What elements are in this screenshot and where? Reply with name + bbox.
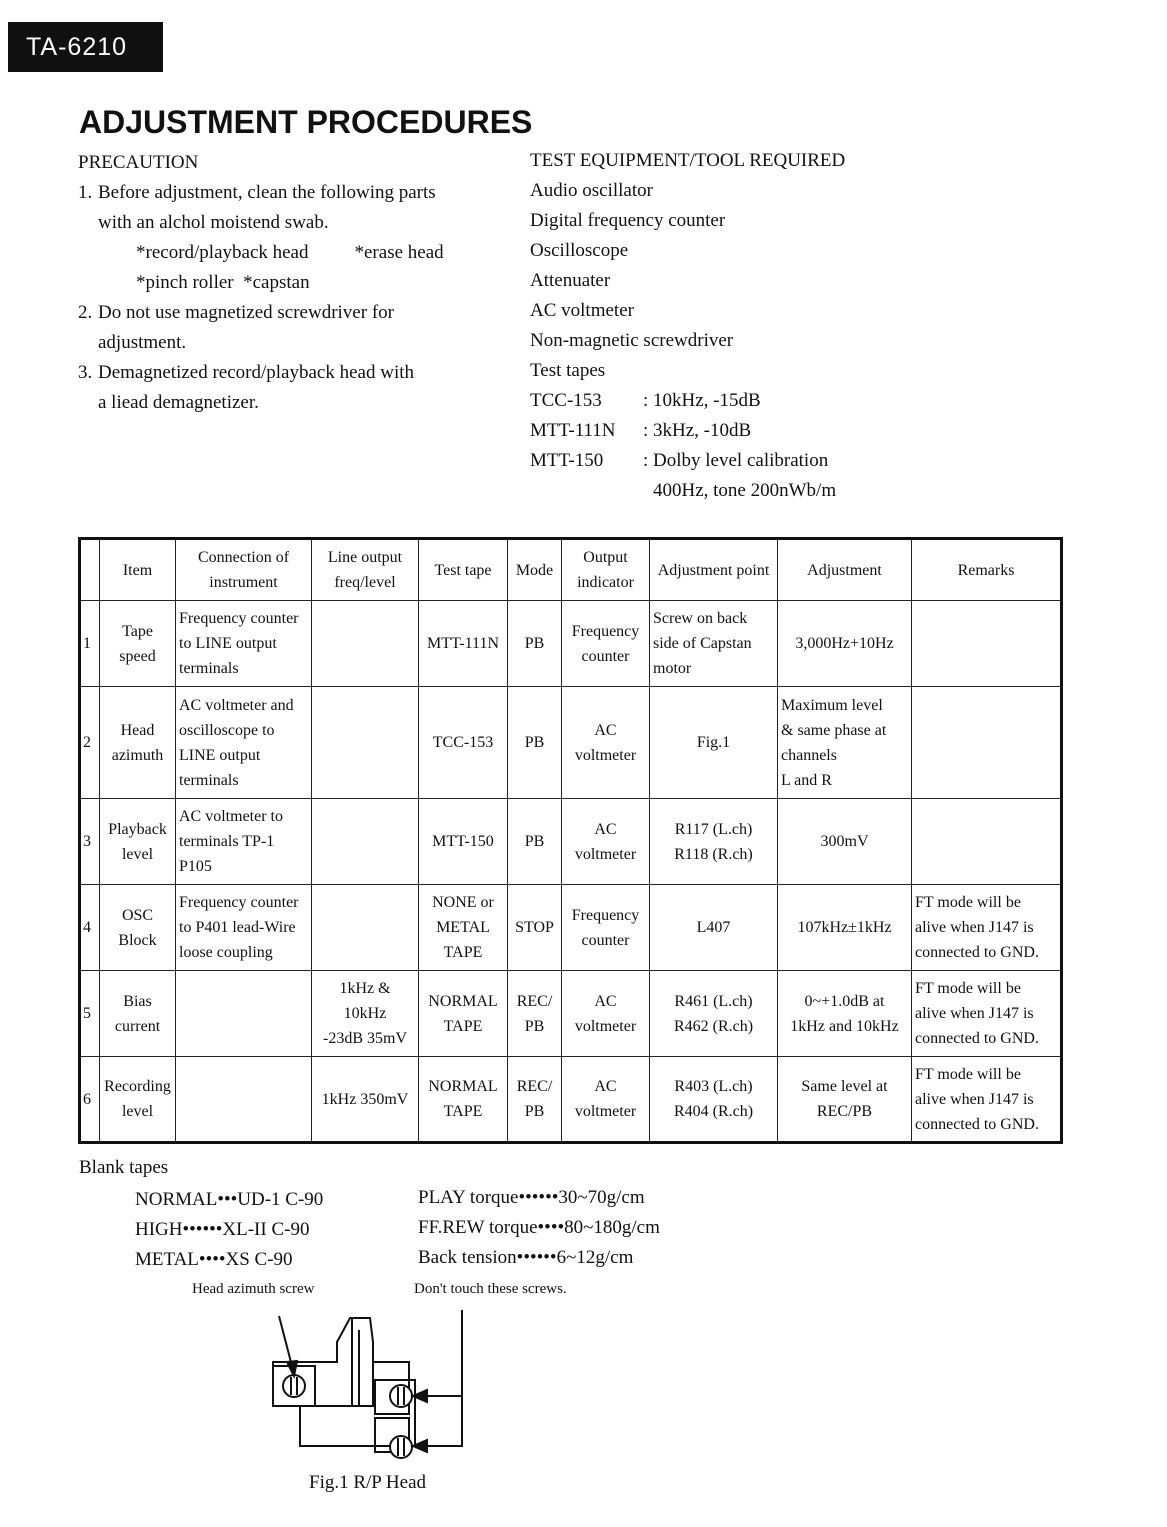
rp-head-diagram — [255, 1300, 485, 1470]
adjustment-point-cell: R403 (L.ch) R404 (R.ch) — [650, 1057, 778, 1143]
row-number: 1 — [80, 601, 100, 687]
line-output-cell — [312, 601, 419, 687]
connection-cell: AC voltmeter and oscilloscope to LINE output terminals — [176, 687, 312, 799]
header-cell: Adjustment point — [650, 539, 778, 601]
mode-cell: PB — [508, 687, 562, 799]
output-indicator-cell: AC voltmeter — [562, 799, 650, 885]
connection-cell — [176, 971, 312, 1057]
adjustment-point-cell: L407 — [650, 885, 778, 971]
header-cell: Adjustment — [778, 539, 912, 601]
line-output-cell: 1kHz 350mV — [312, 1057, 419, 1143]
adjustment-cell: 3,000Hz+10Hz — [778, 601, 912, 687]
head-inner-outline — [300, 1362, 373, 1406]
remarks-cell — [912, 601, 1062, 687]
adjustment-cell: Same level at REC/PB — [778, 1057, 912, 1143]
equipment-heading: TEST EQUIPMENT/TOOL REQUIRED — [530, 150, 846, 171]
screw-arrow-icon — [413, 1310, 462, 1452]
remarks-cell: FT mode will be alive when J147 is connected to GND. — [912, 885, 1062, 971]
precaution-section — [78, 148, 498, 418]
line-output-cell — [312, 799, 419, 885]
head-azimuth-screw-label: Head azimuth screw — [192, 1281, 315, 1297]
test-tape-line: MTT-150 : Dolby level calibration — [530, 450, 829, 471]
adjustment-point-cell: Screw on back side of Capstan motor — [650, 601, 778, 687]
test-tape-cell: MTT-150 — [419, 799, 508, 885]
item-cell: OSC Block — [100, 885, 176, 971]
test-tape-cell: NORMAL TAPE — [419, 971, 508, 1057]
header-cell: Output indicator — [562, 539, 650, 601]
output-indicator-cell: Frequency counter — [562, 885, 650, 971]
blank-tapes-list — [135, 1185, 323, 1275]
output-indicator-cell: AC voltmeter — [562, 971, 650, 1057]
item-cell: Recording level — [100, 1057, 176, 1143]
table-row — [80, 1057, 1062, 1143]
test-tape-extra: 400Hz, tone 200nWb/m — [653, 480, 837, 501]
adjustment-point-cell: R461 (L.ch) R462 (R.ch) — [650, 971, 778, 1057]
precaution-item-3: 3. Demagnetized record/playback head with — [78, 362, 414, 383]
table-row — [80, 687, 1062, 799]
precaution-item-3-cont: a liead demagnetizer. — [98, 392, 259, 413]
figure-caption: Fig.1 R/P Head — [309, 1472, 426, 1493]
precaution-item-1-cont: with an alchol moistend swab. — [98, 212, 329, 233]
equipment-item: Attenuater — [530, 270, 611, 291]
connection-cell: AC voltmeter to terminals TP-1 P105 — [176, 799, 312, 885]
dont-touch-screws-label: Don't touch these screws. — [414, 1281, 567, 1297]
table-row — [80, 601, 1062, 687]
row-number: 6 — [80, 1057, 100, 1143]
blank-tape-item: NORMAL•••UD-1 C-90 — [135, 1189, 324, 1210]
table-row — [80, 885, 1062, 971]
adjustment-cell: 0~+1.0dB at 1kHz and 10kHz — [778, 971, 912, 1057]
equipment-item: AC voltmeter — [530, 300, 634, 321]
item-cell: Playback level — [100, 799, 176, 885]
header-cell: Mode — [508, 539, 562, 601]
torque-item: FF.REW torque••••80~180g/cm — [418, 1217, 660, 1238]
model-badge: TA-6210 — [8, 22, 163, 72]
mode-cell: REC/ PB — [508, 971, 562, 1057]
adjustment-cell: 300mV — [778, 799, 912, 885]
adjustment-table — [78, 537, 1063, 1144]
row-number: 4 — [80, 885, 100, 971]
blank-tape-item: HIGH••••••XL-II C-90 — [135, 1219, 310, 1240]
line-output-cell — [312, 687, 419, 799]
page-title: ADJUSTMENT PROCEDURES — [79, 104, 533, 140]
mode-cell: REC/ PB — [508, 1057, 562, 1143]
line-output-cell: 1kHz & 10kHz -23dB 35mV — [312, 971, 419, 1057]
torque-item: PLAY torque••••••30~70g/cm — [418, 1187, 645, 1208]
item-cell: Tape speed — [100, 601, 176, 687]
equipment-item: Non-magnetic screwdriver — [530, 330, 734, 351]
row-number: 2 — [80, 687, 100, 799]
mode-cell: PB — [508, 601, 562, 687]
connection-cell — [176, 1057, 312, 1143]
screw-arrow-icon — [413, 1390, 462, 1402]
header-cell: Test tape — [419, 539, 508, 601]
blank-tape-item: METAL••••XS C-90 — [135, 1249, 293, 1270]
header-cell: Remarks — [912, 539, 1062, 601]
adjustment-point-cell: Fig.1 — [650, 687, 778, 799]
torque-list — [418, 1183, 660, 1273]
remarks-cell: FT mode will be alive when J147 is connected to GND. — [912, 1057, 1062, 1143]
torque-item: Back tension••••••6~12g/cm — [418, 1247, 634, 1268]
azimuth-screw-icon — [283, 1375, 305, 1397]
precaution-item-2-cont: adjustment. — [98, 332, 187, 353]
remarks-cell — [912, 687, 1062, 799]
item-cell: Head azimuth — [100, 687, 176, 799]
header-cell: Connection of instrument — [176, 539, 312, 601]
line-output-cell — [312, 885, 419, 971]
connection-cell: Frequency counter to LINE output terminals — [176, 601, 312, 687]
test-tape-line: TCC-153 : 10kHz, -15dB — [530, 390, 761, 411]
parts-line-2: *pinch roller *capstan — [136, 272, 310, 293]
precaution-item-2: 2. Do not use magnetized screwdriver for — [78, 302, 394, 323]
table-row — [80, 799, 1062, 885]
equipment-item: Digital frequency counter — [530, 210, 726, 231]
test-tape-cell: NORMAL TAPE — [419, 1057, 508, 1143]
output-indicator-cell: Frequency counter — [562, 601, 650, 687]
item-cell: Bias current — [100, 971, 176, 1057]
precaution-heading: PRECAUTION — [78, 152, 199, 173]
adjustment-cell: 107kHz±1kHz — [778, 885, 912, 971]
table-row — [80, 971, 1062, 1057]
table-header-row — [80, 539, 1062, 601]
row-number: 5 — [80, 971, 100, 1057]
equipment-item: Audio oscillator — [530, 180, 653, 201]
test-tape-cell: TCC-153 — [419, 687, 508, 799]
adjustment-cell: Maximum level & same phase at channels L and R — [778, 687, 912, 799]
remarks-cell — [912, 799, 1062, 885]
equipment-item: Test tapes — [530, 360, 606, 381]
mode-cell: STOP — [508, 885, 562, 971]
adjustment-point-cell: R117 (L.ch) R118 (R.ch) — [650, 799, 778, 885]
connection-cell: Frequency counter to P401 lead-Wire loose coupling — [176, 885, 312, 971]
header-cell — [80, 539, 100, 601]
equipment-section — [530, 146, 950, 506]
output-indicator-cell: AC voltmeter — [562, 1057, 650, 1143]
fixed-screw-icon — [390, 1385, 412, 1407]
test-tape-line: MTT-111N : 3kHz, -10dB — [530, 420, 752, 441]
remarks-cell: FT mode will be alive when J147 is connected to GND. — [912, 971, 1062, 1057]
precaution-item-1: 1. Before adjustment, clean the following parts — [78, 182, 436, 203]
test-tape-cell: MTT-111N — [419, 601, 508, 687]
row-number: 3 — [80, 799, 100, 885]
test-tape-cell: NONE or METAL TAPE — [419, 885, 508, 971]
equipment-item: Oscilloscope — [530, 240, 629, 261]
output-indicator-cell: AC voltmeter — [562, 687, 650, 799]
header-cell: Item — [100, 539, 176, 601]
mode-cell: PB — [508, 799, 562, 885]
fixed-screw-icon — [390, 1436, 412, 1458]
blank-tapes-heading: Blank tapes — [79, 1157, 169, 1178]
header-cell: Line output freq/level — [312, 539, 419, 601]
parts-line-1: *record/playback head *erase head — [136, 242, 444, 263]
